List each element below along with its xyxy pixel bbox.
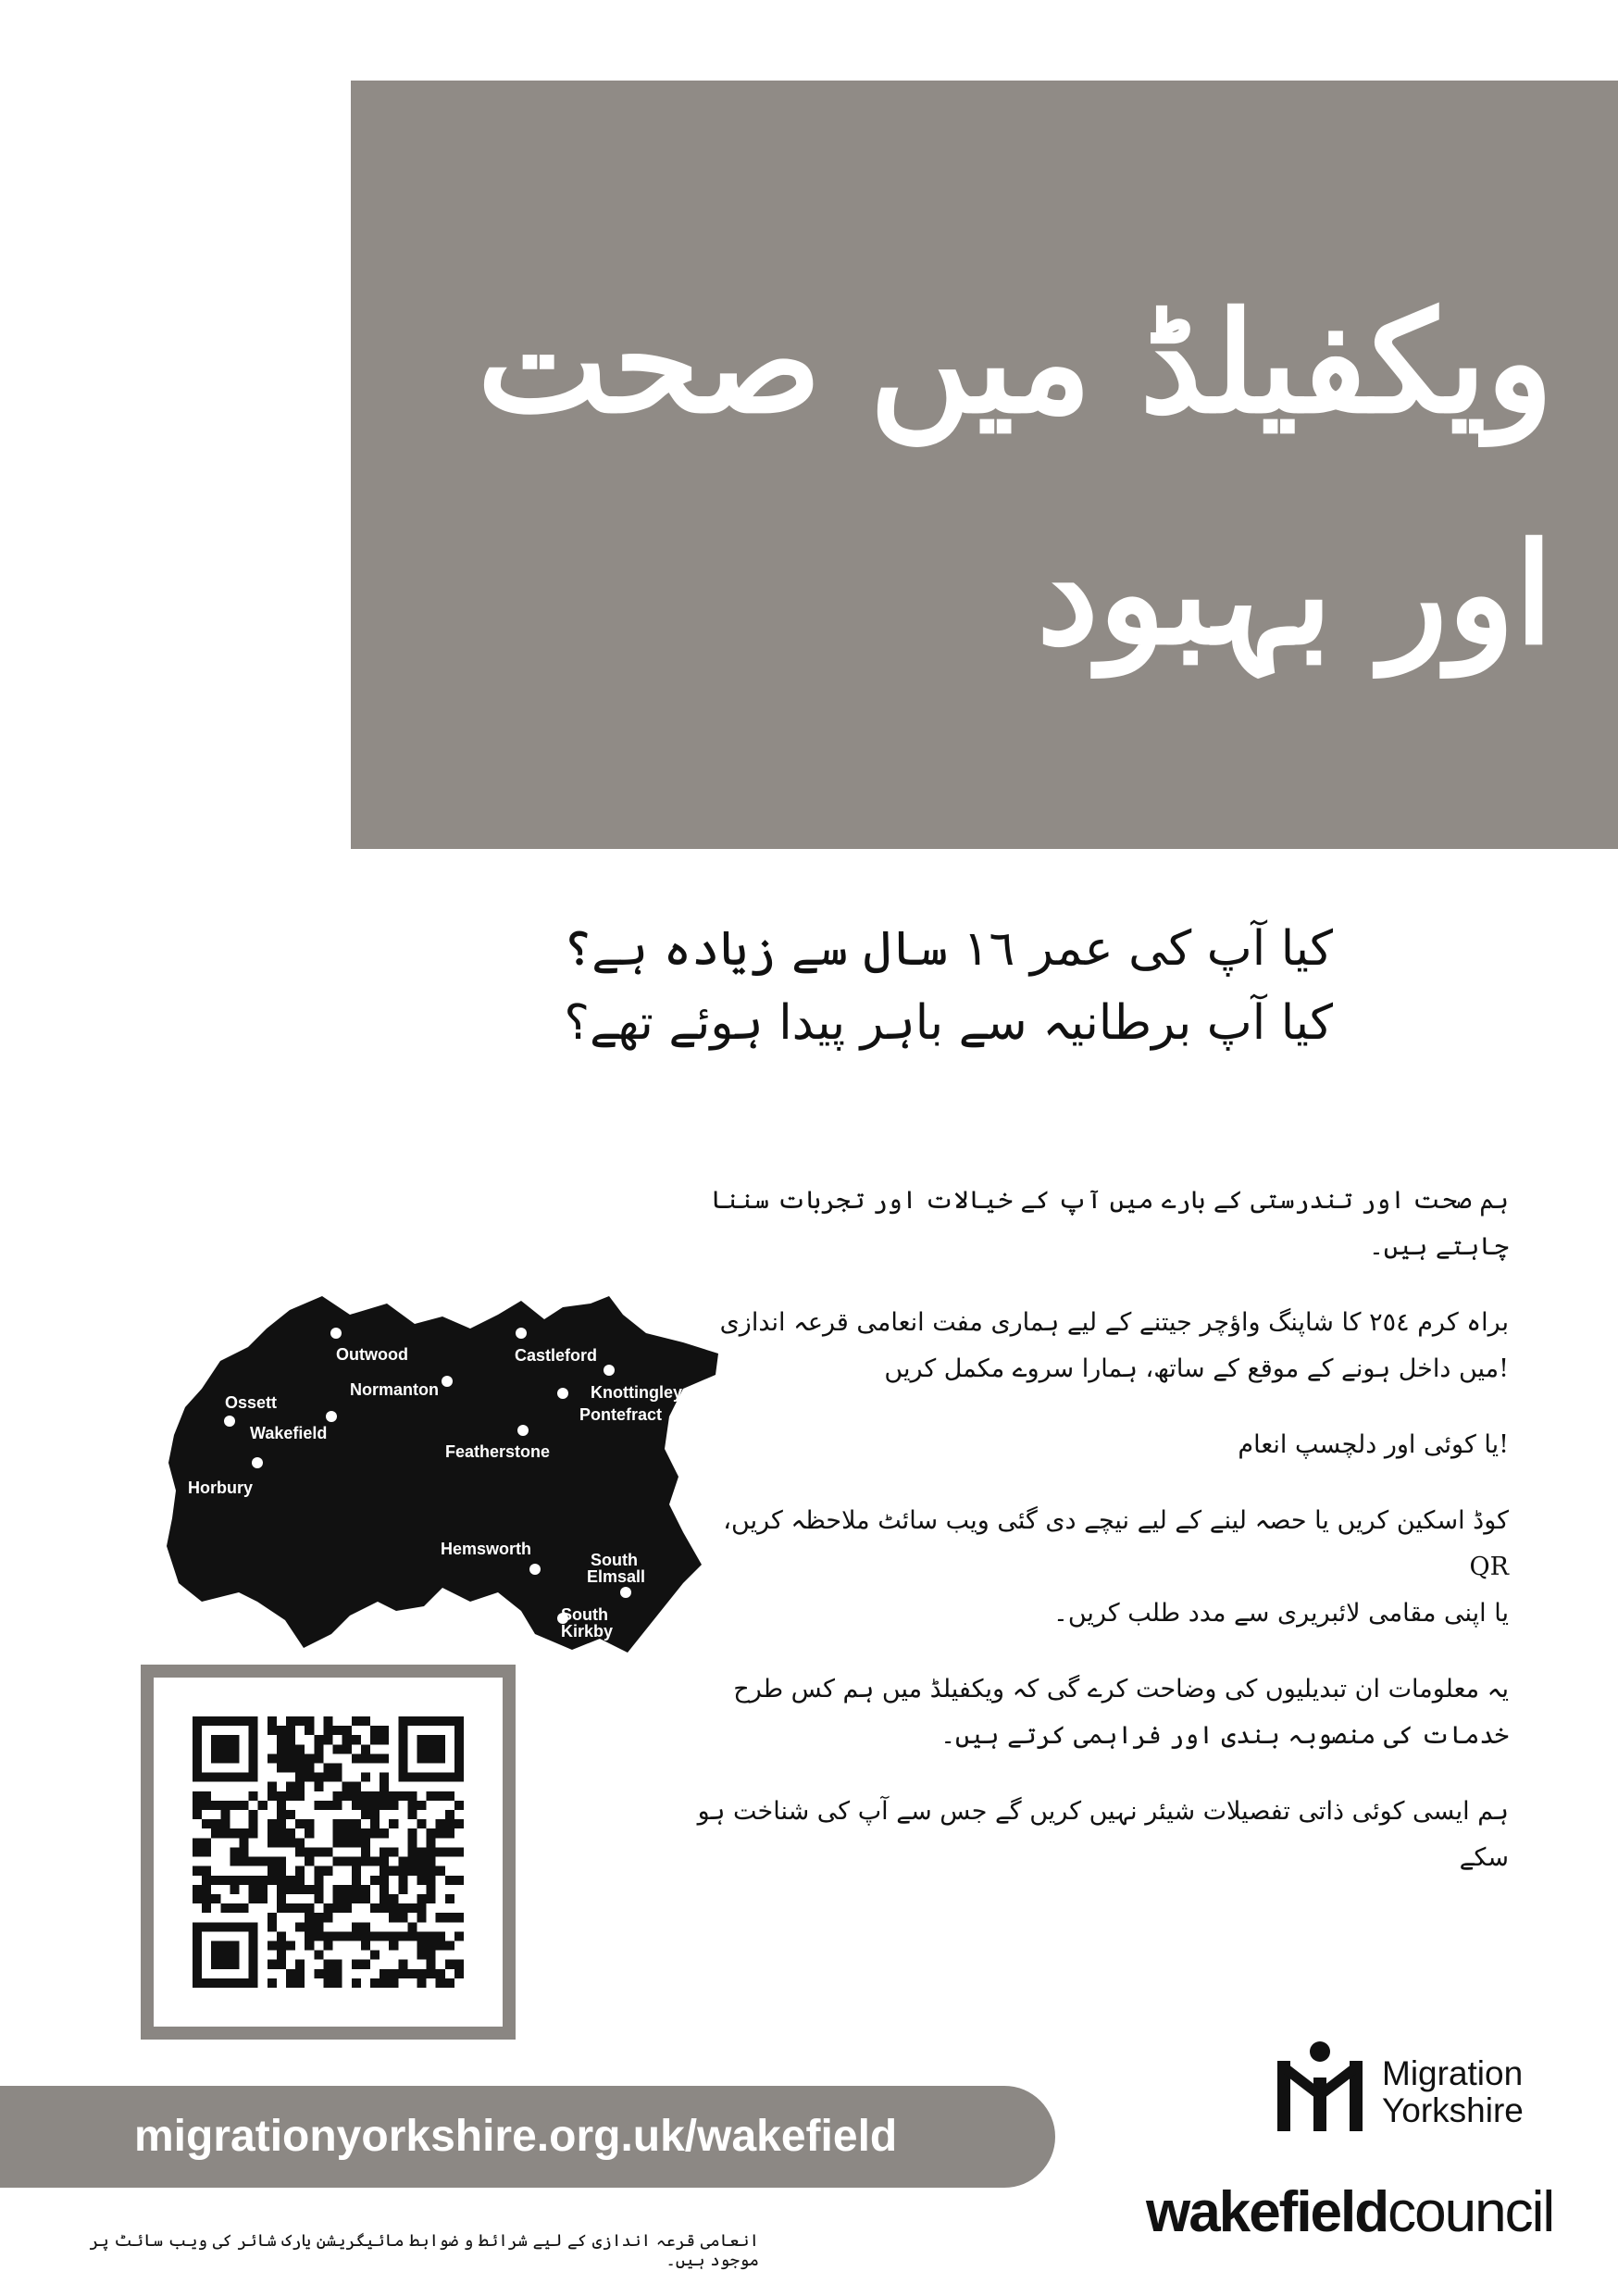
- body-paragraph-6: ہم ایسی کوئی ذاتی تفصیلات شیئر نہیں کریں گے جس سے آپ کی شناخت ہو سکے: [697, 1797, 1509, 1872]
- qr-code-graphic: [193, 1716, 464, 1988]
- place-dot-normanton: [442, 1376, 453, 1387]
- place-dot-castleford: [516, 1328, 527, 1339]
- qr-finder-pattern: [193, 1716, 258, 1782]
- body-text: [694, 1178, 1509, 1911]
- place-dot-featherstone: [517, 1425, 529, 1436]
- qr-finder-pattern: [193, 1922, 258, 1988]
- body-paragraph-5: [694, 1666, 1509, 1759]
- place-dot-horbury: [252, 1457, 263, 1468]
- hero-title-line1: ویکفیلڈ میں صحت: [477, 281, 1553, 444]
- body-paragraph-2: [694, 1300, 1509, 1392]
- place-dot-pontefract: [557, 1388, 568, 1399]
- wakefield-council-light: council: [1388, 2180, 1554, 2244]
- qr-code[interactable]: [154, 1678, 503, 2027]
- body-paragraph-4-line1: کوڈ اسکین کریں یا حصہ لینے کے لیے نیچے دی گئی ویب سائٹ ملاحظہ کریں، QR: [723, 1506, 1509, 1581]
- question-line2: کیا آپ برطانیہ سے باہر پیدا ہوئے تھے؟: [564, 995, 1333, 1051]
- place-label-south-elmsall-2: Elmsall: [587, 1567, 646, 1586]
- hero-banner: [351, 81, 1618, 849]
- migration-yorkshire-logo: [1276, 2037, 1581, 2139]
- place-dot-hemsworth: [529, 1564, 541, 1575]
- question-heading: [518, 912, 1333, 1060]
- migration-yorkshire-mark-icon: [1276, 2040, 1364, 2133]
- place-label-hemsworth: Hemsworth: [441, 1540, 532, 1558]
- body-paragraph-3: !یا کوئی اور دلچسپ انعام: [1238, 1430, 1509, 1459]
- body-paragraph-5-line2: خدمات کی منصوبہ بندی اور فراہمی کرتے ہیں۔: [940, 1721, 1509, 1750]
- place-label-horbury: Horbury: [188, 1479, 254, 1497]
- terms-footnote: انعامی قرعہ اندازی کے لیے شرائط و ضوابط مائیگریشن یارک شائر کی ویب سائٹ پر موجود ہیں۔: [89, 2231, 759, 2270]
- place-dot-wakefield: [326, 1411, 337, 1422]
- hero-title-line2: اور بہبود: [1037, 513, 1553, 676]
- place-dot-outwood: [330, 1328, 342, 1339]
- website-url-link[interactable]: migrationyorkshire.org.uk/wakefield: [134, 2112, 898, 2161]
- migration-yorkshire-wordmark: [1382, 2055, 1524, 2129]
- place-label-south-elmsall-1: South: [591, 1551, 638, 1569]
- map-district-shape: [167, 1296, 718, 1653]
- migration-yorkshire-line1: Migration: [1382, 2054, 1524, 2092]
- place-label-outwood: Outwood: [336, 1345, 408, 1364]
- place-label-pontefract: Pontefract: [579, 1405, 663, 1424]
- body-paragraph-4: [694, 1498, 1509, 1637]
- body-paragraph-2-line2: !میں داخل ہونے کے موقع کے ساتھ، ہمارا سروے مکمل کریں: [884, 1354, 1509, 1383]
- place-label-knottingley: Knottingley: [591, 1383, 682, 1402]
- wakefield-district-map: [165, 1287, 720, 1666]
- place-dot-ossett: [224, 1416, 235, 1427]
- qr-code-frame[interactable]: [141, 1665, 516, 2040]
- qr-finder-pattern: [398, 1716, 464, 1782]
- body-paragraph-2-line1: براہ کرم ۲٥٤ کا شاپنگ واؤچر جیتنے کے لیے ہماری مفت انعامی قرعہ اندازی: [719, 1308, 1509, 1337]
- place-dot-south-elmsall: [620, 1587, 631, 1598]
- place-label-ossett: Ossett: [225, 1393, 278, 1412]
- body-paragraph-4-line2: یا اپنی مقامی لائبریری سے مدد طلب کریں۔: [1053, 1599, 1509, 1628]
- url-bar[interactable]: [0, 2086, 1055, 2188]
- question-line1: کیا آپ کی عمر ۱٦ سال سے زیادہ ہے؟: [563, 921, 1333, 977]
- body-paragraph-1: ہم صحت اور تندرستی کے بارے میں آپ کے خیالات اور تجربات سننا چاہتے ہیں۔: [710, 1186, 1509, 1261]
- map-svg: [165, 1287, 720, 1666]
- wakefield-council-bold: wakefield: [1146, 2180, 1388, 2244]
- place-label-south-kirkby-1: South: [561, 1605, 608, 1624]
- place-label-normanton: Normanton: [350, 1380, 439, 1399]
- hero-title: [442, 247, 1553, 710]
- place-dot-knottingley: [604, 1365, 615, 1376]
- body-paragraph-5-line1: یہ معلومات ان تبدیلیوں کی وضاحت کرے گی کہ ویکفیلڈ میں ہم کس طرح: [733, 1675, 1509, 1703]
- place-label-featherstone: Featherstone: [445, 1442, 551, 1461]
- place-label-south-kirkby-2: Kirkby: [561, 1622, 614, 1641]
- migration-yorkshire-line2: Yorkshire: [1382, 2091, 1524, 2129]
- place-label-wakefield: Wakefield: [250, 1424, 328, 1442]
- place-label-castleford: Castleford: [515, 1346, 598, 1365]
- wakefield-council-logo: [1146, 2171, 1581, 2254]
